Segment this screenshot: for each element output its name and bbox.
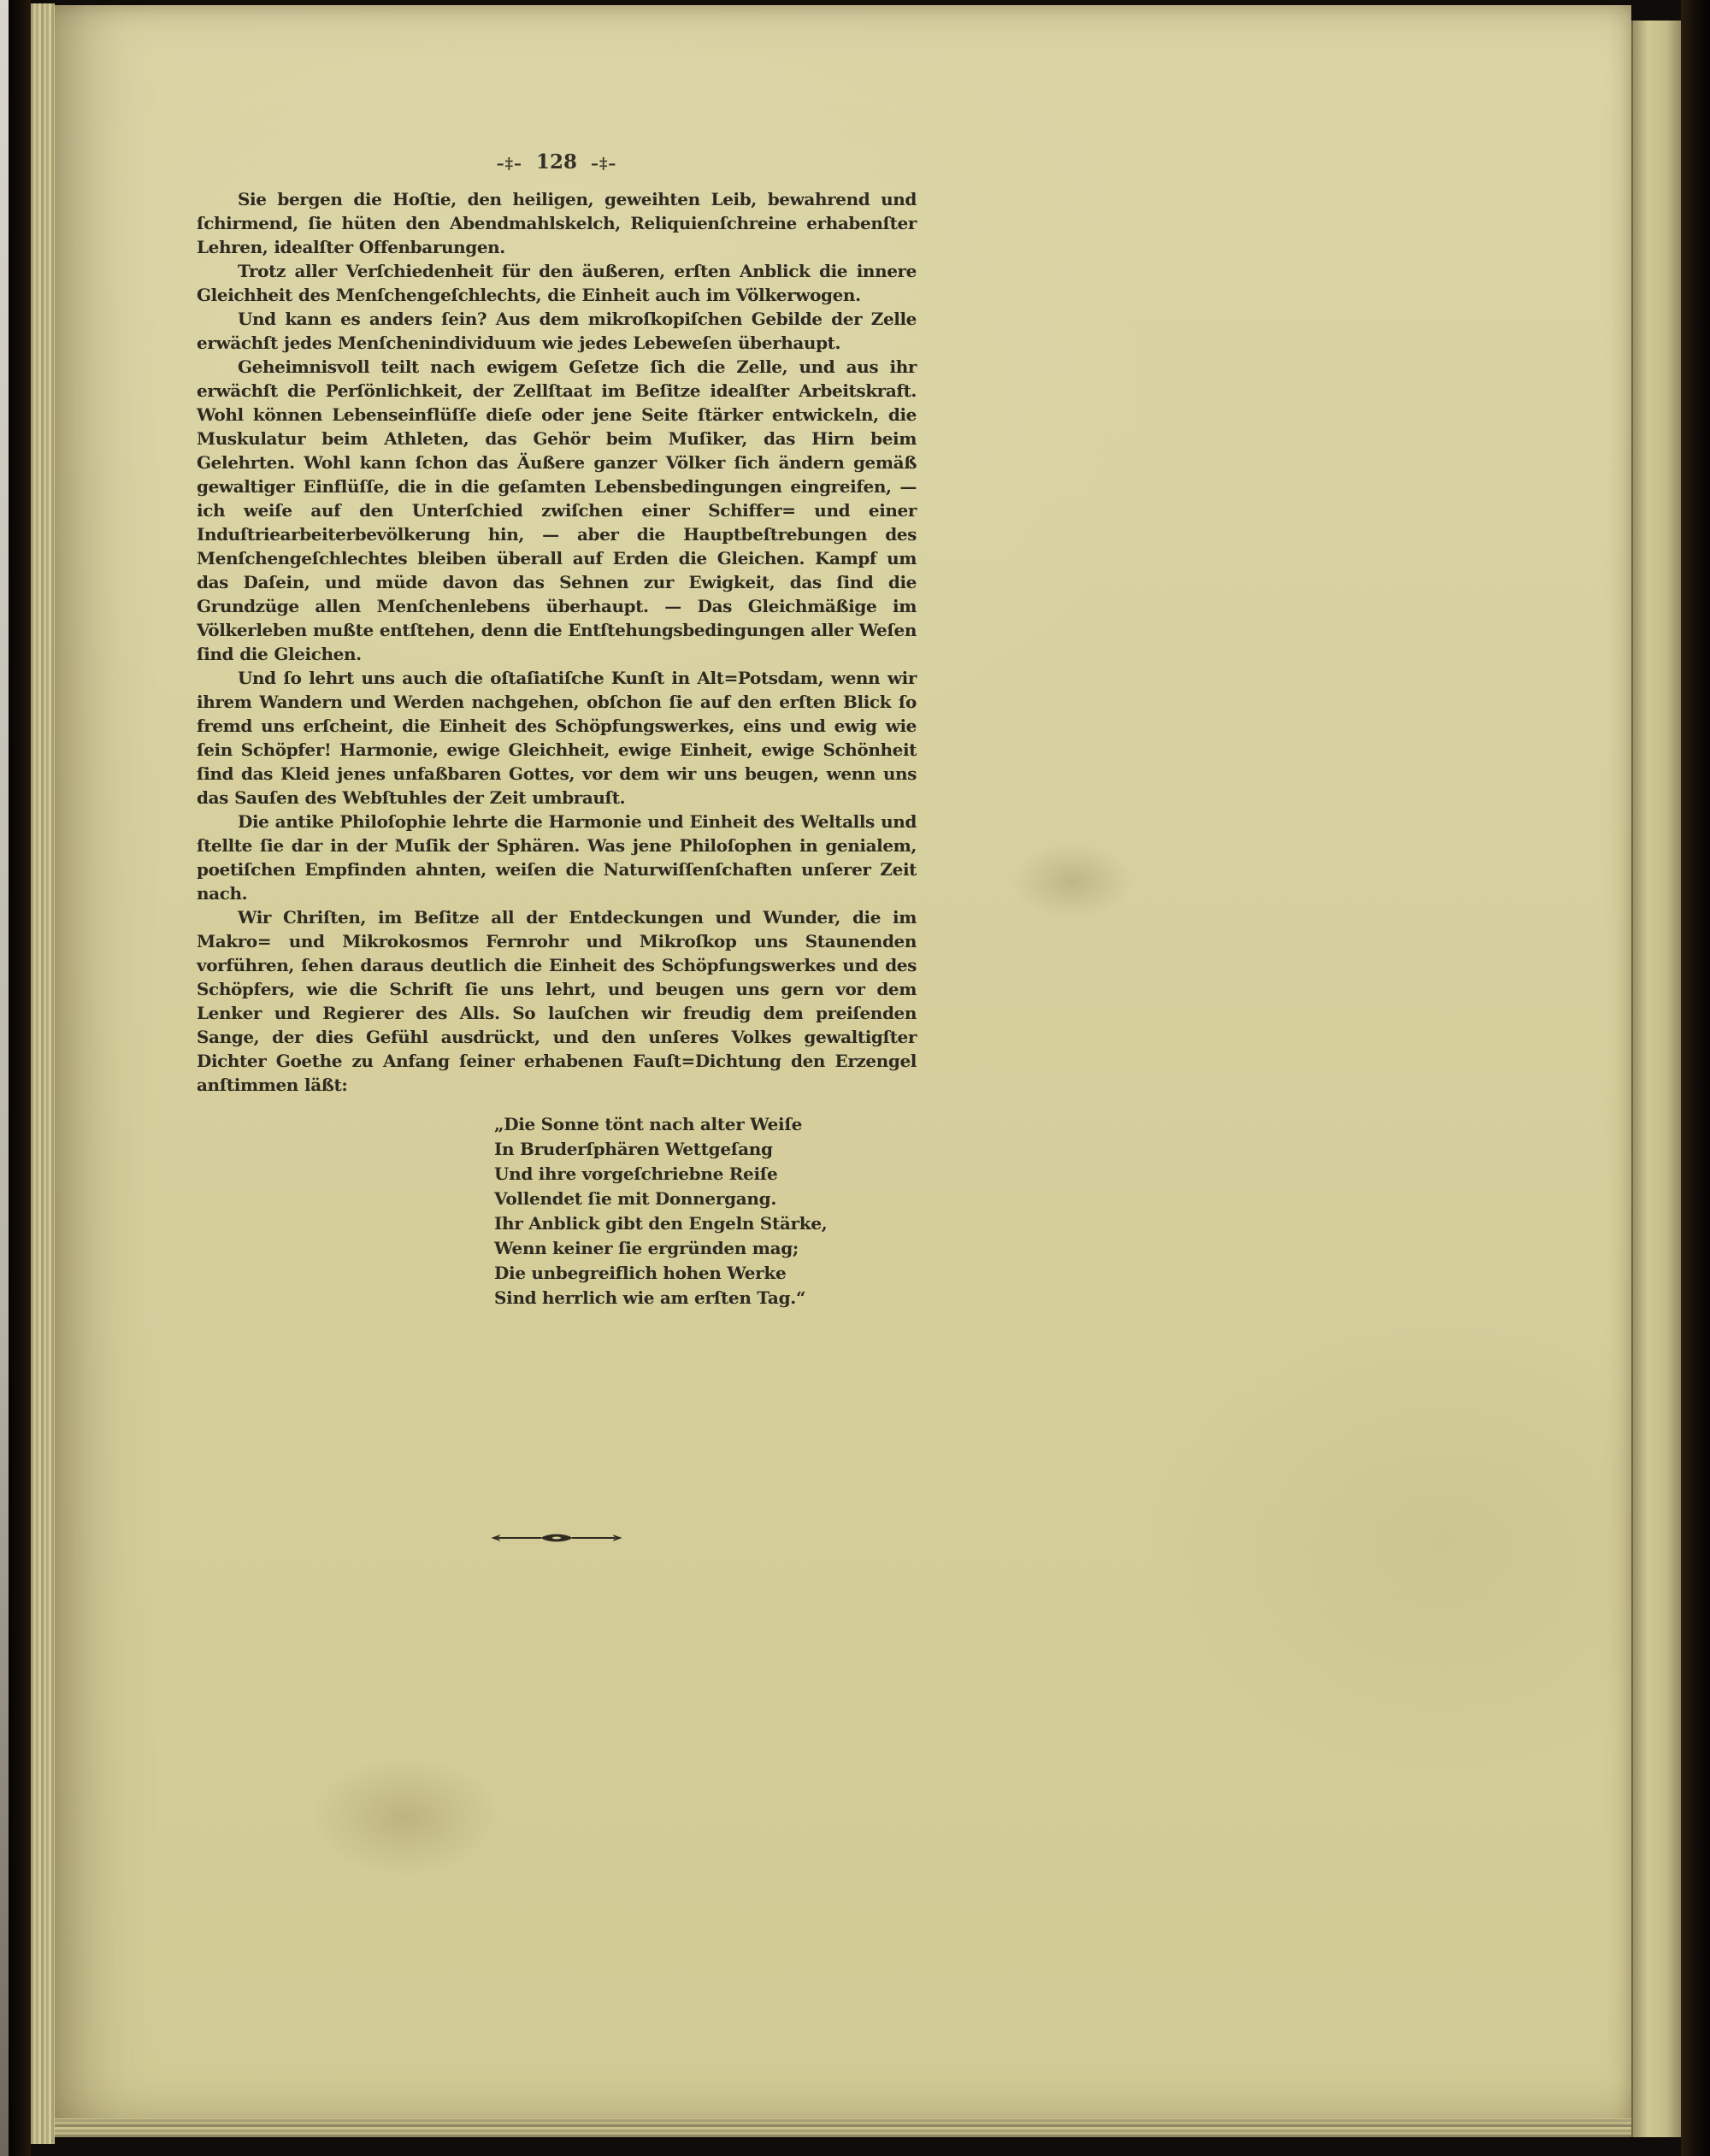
poem-line: Sind herrlich wie am erſten Tag.“ — [494, 1287, 806, 1308]
paragraph: Trotz aller Verſchiedenheit für den äußeren, erſten Anblick die innere Gleichheit des Menſchengeſchlechts, die Einheit auch im Völkerwogen. — [197, 261, 917, 305]
poem-line: Ihr Anblick gibt den Engeln Stärke, — [494, 1213, 828, 1234]
page-stack-edges-bottom — [55, 2118, 1631, 2137]
paragraph: Die antike Philoſophie lehrte die Harmonie und Einheit des Weltalls und ſtellte ſie dar in der Muſik der Sphären. Was jene Philoſophen in genialem, poetiſchen Empfinden ahnten, weiſen die Naturwiſſenſchaften unſerer Zeit nach. — [197, 811, 917, 904]
paragraph: Und kann es anders ſein? Aus dem mikroſkopiſchen Gebilde der Zelle erwächſt jedes Menſchenindividuum wie jedes Lebeweſen überhaupt. — [197, 309, 917, 353]
book-binding-left — [9, 0, 31, 2156]
header-ornament-right-icon: –‡– — [591, 155, 617, 173]
paper-stain — [1012, 843, 1132, 920]
page-number: 128 — [535, 150, 577, 174]
book-page — [55, 5, 1631, 2135]
divider-ornament-icon — [488, 1530, 625, 1546]
poem-line: Wenn keiner ſie ergründen mag; — [494, 1238, 799, 1258]
poem-block — [494, 1112, 917, 1311]
section-divider — [197, 1530, 917, 1546]
paragraph: Wir Chriſten, im Beſitze all der Entdeckungen und Wunder, die im Makro= und Mikrokosmos Fernrohr und Mikroſkop uns Staunenden vorführen, ſehen daraus deutlich die Einheit des Schöpfungswerkes und des Schöpfers, wie die Schrift ſie uns lehrt, und beugen uns gern vor dem Lenker und Regierer des Alls. So lauſchen wir freudig dem preiſenden Sange, der dies Gefühl ausdrückt, und den unſeres Volkes gewaltigſter Dichter Goethe zu Anfang ſeiner erhabenen Fauſt=Dichtung den Erzengel anſtimmen läßt: — [197, 907, 917, 1095]
poem-line: In Bruderſphären Wettgeſang — [494, 1139, 773, 1159]
paper-stain — [311, 1758, 499, 1877]
header-ornament-left-icon: –‡– — [496, 155, 522, 173]
scan-left-margin — [0, 0, 9, 2156]
poem-line: Vollendet ſie mit Donnergang. — [494, 1188, 777, 1209]
paragraph: Und ſo lehrt uns auch die oſtaſiatiſche Kunſt in Alt=Potsdam, wenn wir ihrem Wandern und Werden nachgehen, obſchon ſie auf den erſten Blick ſo fremd uns erſcheint, die Einheit des Schöpfungswerkes, eins und ewig wie ſein Schöpfer! Harmonie, ewige Gleichheit, ewige Einheit, ewige Schönheit ſind das Kleid jenes unfaßbaren Gottes, vor dem wir uns beugen, wenn uns das Sauſen des Webſtuhles der Zeit umbrauſt. — [197, 668, 917, 808]
text-block — [197, 150, 917, 1311]
book-binding-right — [1681, 0, 1710, 2156]
poem-line: „Die Sonne tönt nach alter Weiſe — [494, 1114, 803, 1134]
poem-line: Und ihre vorgeſchriebne Reiſe — [494, 1163, 778, 1184]
paragraph: Geheimnisvoll teilt nach ewigem Geſetze ſich die Zelle, und aus ihr erwächſt die Perſönlichkeit, der Zellſtaat im Beſitze idealſter Arbeitskraft. Wohl können Lebenseinflüſſe dieſe oder jene Seite ſtärker entwickeln, die Muskulatur beim Athleten, das Gehör beim Muſiker, das Hirn beim Gelehrten. Wohl kann ſchon das Äußere ganzer Völker ſich ändern gemäß gewaltiger Einflüſſe, die in die geſamten Lebensbedingungen eingreifen, — ich weiſe auf den Unterſchied zwiſchen einer Schiffer= und einer Induſtriearbeiterbevölkerung hin, — aber die Hauptbeſtrebungen des Menſchengeſchlechtes bleiben überall auf Erden die Gleichen. Kampf um das Daſein, und müde davon das Sehnen zur Ewigkeit, das ſind die Grundzüge allen Menſchenlebens überhaupt. — Das Gleichmäßige im Völkerleben mußte entſtehen, denn die Entſtehungsbedingungen aller Weſen ſind die Gleichen. — [197, 356, 917, 664]
paragraph: Sie bergen die Hoſtie, den heiligen, geweihten Leib, bewahrend und ſchirmend, ſie hüten den Abendmahlskelch, Reliquienſchreine erhabenſter Lehren, idealſter Offenbarungen. — [197, 189, 917, 257]
poem-line: Die unbegreiflich hohen Werke — [494, 1263, 787, 1283]
page-edge-right — [1631, 21, 1683, 2137]
page-stack-edges-left — [31, 3, 55, 2144]
page-header — [197, 150, 917, 174]
